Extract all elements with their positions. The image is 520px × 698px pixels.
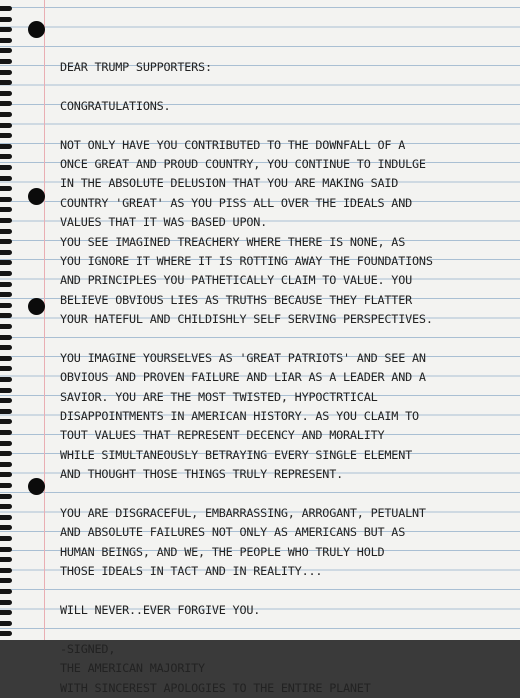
spiral-coil <box>0 282 12 287</box>
spiral-coil <box>0 335 12 340</box>
spiral-coil <box>0 27 12 32</box>
text-line: WHILE SIMULTANEOUSLY BETRAYING EVERY SINGLE ELEMENT <box>60 447 413 462</box>
spiral-coil <box>0 165 12 170</box>
spiral-coil <box>0 207 12 212</box>
spiral-coil <box>0 631 12 636</box>
text-line: BELIEVE OBVIOUS LIES AS TRUTHS BECAUSE THEY FLATTER <box>60 292 413 307</box>
spiral-coil <box>0 525 12 530</box>
spiral-coil <box>0 303 12 308</box>
spiral-coil <box>0 472 12 477</box>
closing-line: WILL NEVER..EVER FORGIVE YOU. <box>60 602 261 617</box>
binder-hole <box>28 478 45 495</box>
spiral-coil <box>0 123 12 128</box>
spiral-coil <box>0 462 12 467</box>
spiral-coil <box>0 154 12 159</box>
text-line: TOUT VALUES THAT REPRESENT DECENCY AND MORALITY <box>60 428 385 443</box>
paragraph-3 <box>60 504 500 582</box>
spiral-coil <box>0 441 12 446</box>
spiral-coil <box>0 59 12 64</box>
spiral-binding <box>0 0 14 640</box>
blank-line <box>60 620 500 639</box>
text-line: AND PRINCIPLES YOU PATHETICALLY CLAIM TO VALUE. YOU <box>60 273 413 288</box>
spiral-coil <box>0 271 12 276</box>
spiral-coil <box>0 144 12 149</box>
spiral-coil <box>0 356 12 361</box>
text-line: YOUR HATEFUL AND CHILDISHLY SELF SERVING PERSPECTIVES. <box>60 312 433 327</box>
spiral-coil <box>0 557 12 562</box>
text-line: YOU IGNORE IT WHERE IT IS ROTTING AWAY THE FOUNDATIONS <box>60 253 433 268</box>
spiral-coil <box>0 313 12 318</box>
blank-line <box>60 485 500 504</box>
spiral-coil <box>0 451 12 456</box>
spiral-coil <box>0 494 12 499</box>
signature-line: THE AMERICAN MAJORITY <box>60 661 205 676</box>
binder-hole <box>28 188 45 205</box>
spiral-coil <box>0 250 12 255</box>
spiral-coil <box>0 38 12 43</box>
spiral-coil <box>0 229 12 234</box>
spiral-coil <box>0 324 12 329</box>
text-line: AND ABSOLUTE FAILURES NOT ONLY AS AMERICANS BUT AS <box>60 525 406 540</box>
spiral-coil <box>0 589 12 594</box>
spiral-coil <box>0 101 12 106</box>
binder-hole <box>28 21 45 38</box>
text-line: AND THOUGHT THOSE THINGS TRULY REPRESENT. <box>60 467 343 482</box>
spiral-coil <box>0 430 12 435</box>
spiral-coil <box>0 70 12 75</box>
text-line: NOT ONLY HAVE YOU CONTRIBUTED TO THE DOWNFALL OF A <box>60 137 406 152</box>
spiral-coil <box>0 176 12 181</box>
spiral-coil <box>0 6 12 11</box>
signed-line: -SIGNED, <box>60 641 116 656</box>
postscript-line: WITH SINCEREST APOLOGIES TO THE ENTIRE PLANET <box>60 680 371 695</box>
text-line: THOSE IDEALS IN TACT AND IN REALITY... <box>60 564 323 579</box>
text-line: YOU ARE DISGRACEFUL, EMBARRASSING, ARROGANT, PETUALNT <box>60 505 426 520</box>
spiral-coil <box>0 504 12 509</box>
spiral-coil <box>0 292 12 297</box>
text-line: COUNTRY 'GREAT' AS YOU PISS ALL OVER THE IDEALS AND <box>60 195 413 210</box>
salutation: DEAR TRUMP SUPPORTERS: <box>60 60 212 74</box>
spiral-coil <box>0 578 12 583</box>
greeting: CONGRATULATIONS. <box>60 98 171 113</box>
spiral-coil <box>0 483 12 488</box>
paragraph-1 <box>60 136 500 330</box>
spiral-coil <box>0 48 12 53</box>
spiral-coil <box>0 186 12 191</box>
spiral-coil <box>0 419 12 424</box>
text-line: HUMAN BEINGS, AND WE, THE PEOPLE WHO TRULY HOLD <box>60 544 385 559</box>
text-line: YOU SEE IMAGINED TREACHERY WHERE THERE IS NONE, AS <box>60 234 406 249</box>
spiral-coil <box>0 260 12 265</box>
spiral-coil <box>0 133 12 138</box>
spiral-coil <box>0 409 12 414</box>
paragraph-2 <box>60 349 500 485</box>
spiral-coil <box>0 536 12 541</box>
handwritten-letter <box>60 58 500 698</box>
spiral-coil <box>0 388 12 393</box>
spiral-coil <box>0 17 12 22</box>
spiral-coil <box>0 112 12 117</box>
text-line: OBVIOUS AND PROVEN FAILURE AND LIAR AS A LEADER AND A <box>60 370 426 385</box>
blank-line <box>60 77 500 96</box>
text-line: SAVIOR. YOU ARE THE MOST TWISTED, HYPOCTRTICAL <box>60 389 378 404</box>
spiral-coil <box>0 568 12 573</box>
spiral-coil <box>0 610 12 615</box>
text-line: YOU IMAGINE YOURSELVES AS 'GREAT PATRIOTS' AND SEE AN <box>60 350 426 365</box>
spiral-coil <box>0 515 12 520</box>
spiral-coil <box>0 91 12 96</box>
text-line: DISAPPOINTMENTS IN AMERICAN HISTORY. AS YOU CLAIM TO <box>60 409 419 424</box>
blank-line <box>60 582 500 601</box>
spiral-coil <box>0 366 12 371</box>
spiral-coil <box>0 345 12 350</box>
spiral-coil <box>0 398 12 403</box>
text-line: ONCE GREAT AND PROUD COUNTRY, YOU CONTINUE TO INDULGE <box>60 156 426 171</box>
spiral-coil <box>0 547 12 552</box>
text-line: IN THE ABSOLUTE DELUSION THAT YOU ARE MAKING SAID <box>60 176 399 191</box>
blank-line <box>60 329 500 348</box>
spiral-coil <box>0 377 12 382</box>
spiral-coil <box>0 600 12 605</box>
blank-line <box>60 116 500 135</box>
spiral-coil <box>0 218 12 223</box>
spiral-coil <box>0 239 12 244</box>
spiral-coil <box>0 80 12 85</box>
spiral-coil <box>0 197 12 202</box>
spiral-coil <box>0 621 12 626</box>
binder-hole <box>28 298 45 315</box>
text-line: VALUES THAT IT WAS BASED UPON. <box>60 215 268 230</box>
